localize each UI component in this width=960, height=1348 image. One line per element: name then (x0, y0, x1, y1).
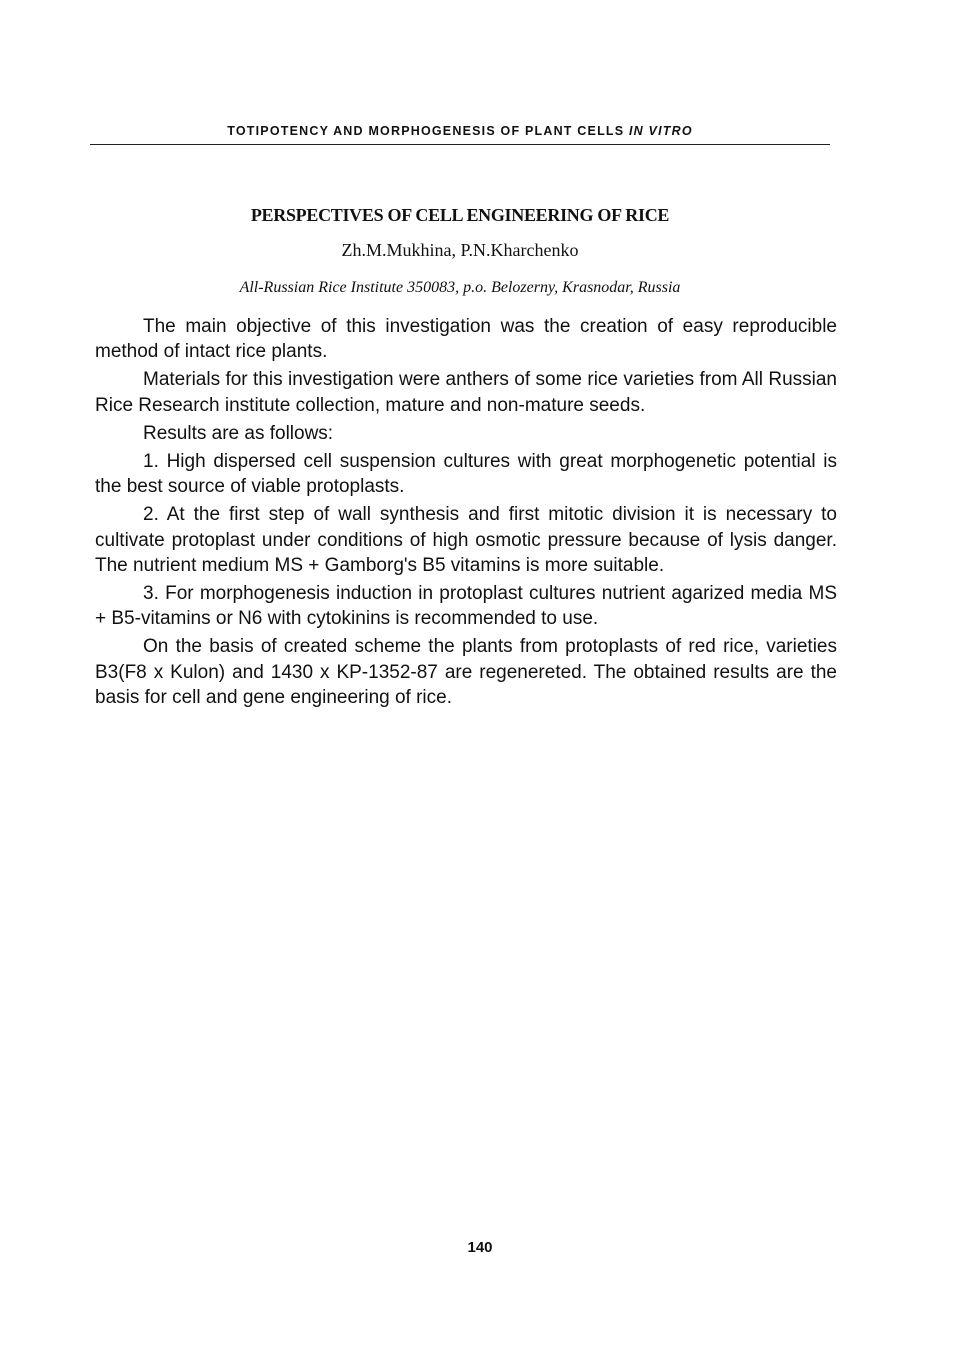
header-rule (90, 144, 830, 145)
paragraph-result-1: 1. High dispersed cell suspension cultures with great morphogenetic potential is the best source of viable protoplasts. (95, 451, 837, 498)
paragraph-objective: The main objective of this investigation was the creation of easy reproducible method of intact rice plants. (95, 316, 837, 363)
paragraph-result-2: 2. At the first step of wall synthesis and first mitotic division it is necessary to cultivate protoplast under conditions of high osmotic pressure because of lysis danger. The nutrient medium MS + Gamborg's B5 vitamins is more suitable. (95, 504, 837, 576)
paragraph-result-3: 3. For morphogenesis induction in protoplast cultures nutrient agarized media MS + B5-vitamins or N6 with cytokinins is recommended to use. (95, 583, 837, 630)
paper-title: PERSPECTIVES OF CELL ENGINEERING OF RICE (250, 205, 670, 225)
paragraph-conclusion: On the basis of created scheme the plants from protoplasts of red rice, varieties B3(F8 x Kulon) and 1430 x KP-1352-87 are regenereted. The obtained results are the basis for cell and gene engineering of rice. (95, 636, 837, 708)
running-header (90, 124, 830, 138)
affiliation: All-Russian Rice Institute 350083, p.o. Belozerny, Krasnodar, Russia (239, 279, 681, 296)
running-header-title: TOTIPOTENCY AND MORPHOGENESIS OF PLANT CELLS (227, 124, 625, 138)
paragraph-results-intro: Results are as follows: (143, 422, 334, 444)
running-header-italic: IN VITRO (628, 124, 693, 138)
paragraph-materials: Materials for this investigation were anthers of some rice varieties from All Russian Rice Research institute collection, mature and non-mature seeds. (95, 369, 837, 416)
page-number: 140 (467, 1239, 493, 1256)
abstract-body (95, 314, 837, 713)
authors: Zh.M.Mukhina, P.N.Kharchenko (341, 240, 579, 260)
